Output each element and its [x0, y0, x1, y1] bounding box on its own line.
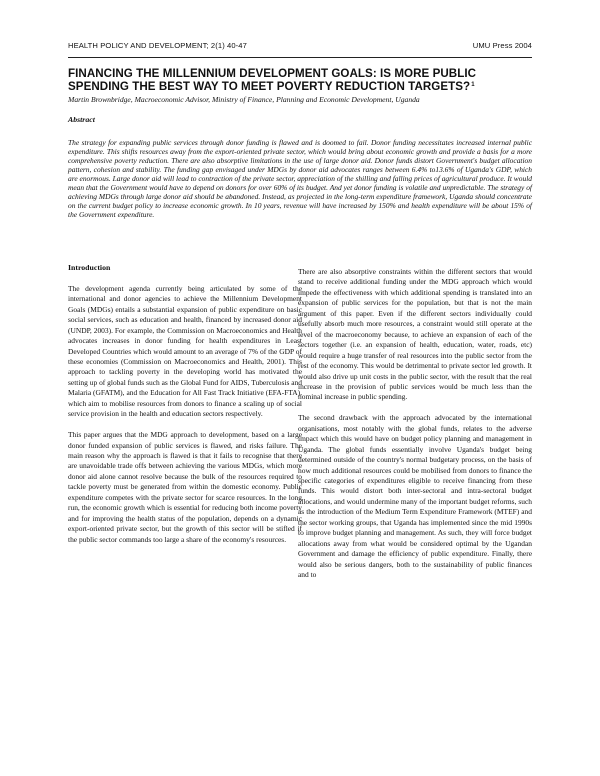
abstract-heading: Abstract	[68, 115, 95, 124]
header-rule	[68, 57, 532, 58]
introduction-heading: Introduction	[68, 263, 111, 272]
left-column	[68, 263, 302, 555]
body-paragraph: There are also absorptive constraints within the different sectors that would stand to receive additional funding under the MDG approach which would impede the effectiveness with which additional spending is translated into an expansion of public services for the population, but that is not the main argument of this paper. Even if the different sectors individually could usefully absorb much more resources, a constraint would still operate at the level of the macroeconomy because, to achieve an expansion of each of the sectors together (i.e. an expansion of health, education, water, roads, etc) would require a huge transfer of real resources into the public sector from the rest of the economy. This would be detrimental to private sector led growth. It would also drive up unit costs in the public sector, with the result that the real increase in the provision of public services would be much less than the nominal increase in public spending.	[298, 267, 532, 402]
body-paragraph: This paper argues that the MDG approach to development, based on a large donor funded expansion of public services is flawed, and risks failure. The main reason why the approach is flawed is that it fails to recognise that there are unavoidable trade offs between achieving the various MDGs, which more donor aid alone cannot resolve because the bulk of the resources required to tackle poverty must be generated from within the domestic economy. Public expenditure competes with the private sector for scarce resources. In the long run, the economic growth which is essential for reducing both income poverty and for improving the health status of the population, depends on a dynamic export-oriented private sector, but the growth of this sector will be stifled if the public sector commands too large a share of the economy's resources.	[68, 430, 302, 544]
paper-title-text: FINANCING THE MILLENNIUM DEVELOPMENT GOALS: IS MORE PUBLIC SPENDING THE BEST WAY TO MEET POVERTY REDUCTION TARGETS?	[68, 67, 477, 94]
body-paragraph: The development agenda currently being articulated by some of the international and donor agencies to achieve the Millennium Development Goals (MDGs) entails a substantial expansion of public expenditure on basic social services, such as education and health, financed by increased donor aid (UNDP, 2003). For example, the Commission on Macroeconomics and Health advocates increases in donor funding for health expenditures in Least Developed Countries which would amount to an average of 7% of the GDP of these economies (Commission on Macroeconomics and Health, 2001). This approach to tackling poverty in the developing world has motivated the setting up of global funds such as the Global Fund for AIDS, Tuberculosis and Malaria (GFATM), and the Education for All Fast Track Initiative (EFA-FTA), which aim to mobilise resources from donors to finance a scaling up of social service provision in the health and education sectors respectively.	[68, 283, 302, 419]
title-footnote-marker: 1	[471, 82, 475, 89]
abstract-text: The strategy for expanding public services through donor funding is flawed and is doomed to fail. Donor funding necessitates increased internal public expenditure. This shifts resources away from the export-oriented private sector, which would bring about economic growth and provide a basis for a more comprehensive poverty reduction. There are also absorptive limitations in the use of large donor aid. Donor funds distort Government's budget allocation pattern, cohesion and stability. The funding gap envisaged under MDGs by donor aid advocates ranges between 6.4% to13.6% of Uganda's GDP, which are enormous. Large donor aid will lead to contraction of the private sector, appreciation of the shilling and falling prices of agricultural produce. It would mean that the Government would have to depend on donors for over 60% of its budget. And yet donor funding is volatile and unpredictable. The strategy of achieving MDGs through large donor aid should be abandoned. Instead, as projected in the long-term expenditure framework, Uganda should concentrate on the current budget policy to increase economic growth. In 10 years, revenue will have increased by 150% and health expenditure will be about 15% of the Government expenditure.	[68, 138, 532, 219]
journal-citation: HEALTH POLICY AND DEVELOPMENT; 2(1) 40-47	[68, 41, 247, 50]
right-column	[298, 267, 532, 591]
running-header	[68, 41, 532, 53]
body-paragraph: The second drawback with the approach advocated by the international organisations, most notably with the global funds, relates to the adverse impact which this would have on budget policy planning and management in Uganda. The global funds essentially involve Uganda's budget being determined outside of the country's normal budgetary process, on the basis of how much additional resources could be mobilised from donors to finance the specific categories of expenditures eligible to receive financing from these funds. This would distort both inter-sectoral and intra-sectoral budget allocations, and would undermine many of the important budget reforms, such as the introduction of the Medium Term Expenditure Framework (MTEF) and the sector working groups, that Uganda has implemented since the mid 1990s to improve budget planning and management. As such, they will force budget allocations away from what would be considered optimal by the Ugandan Government and damage the efficiency of public expenditure. Finally, there would also be serious dangers, both to the sustainability of public finances and to	[298, 413, 532, 580]
author-line: Martin Brownbridge, Macroeconomic Advisor, Ministry of Finance, Planning and Economic Development, Uganda	[68, 95, 420, 104]
publisher-label: UMU Press 2004	[472, 41, 532, 50]
paper-title	[68, 67, 538, 94]
